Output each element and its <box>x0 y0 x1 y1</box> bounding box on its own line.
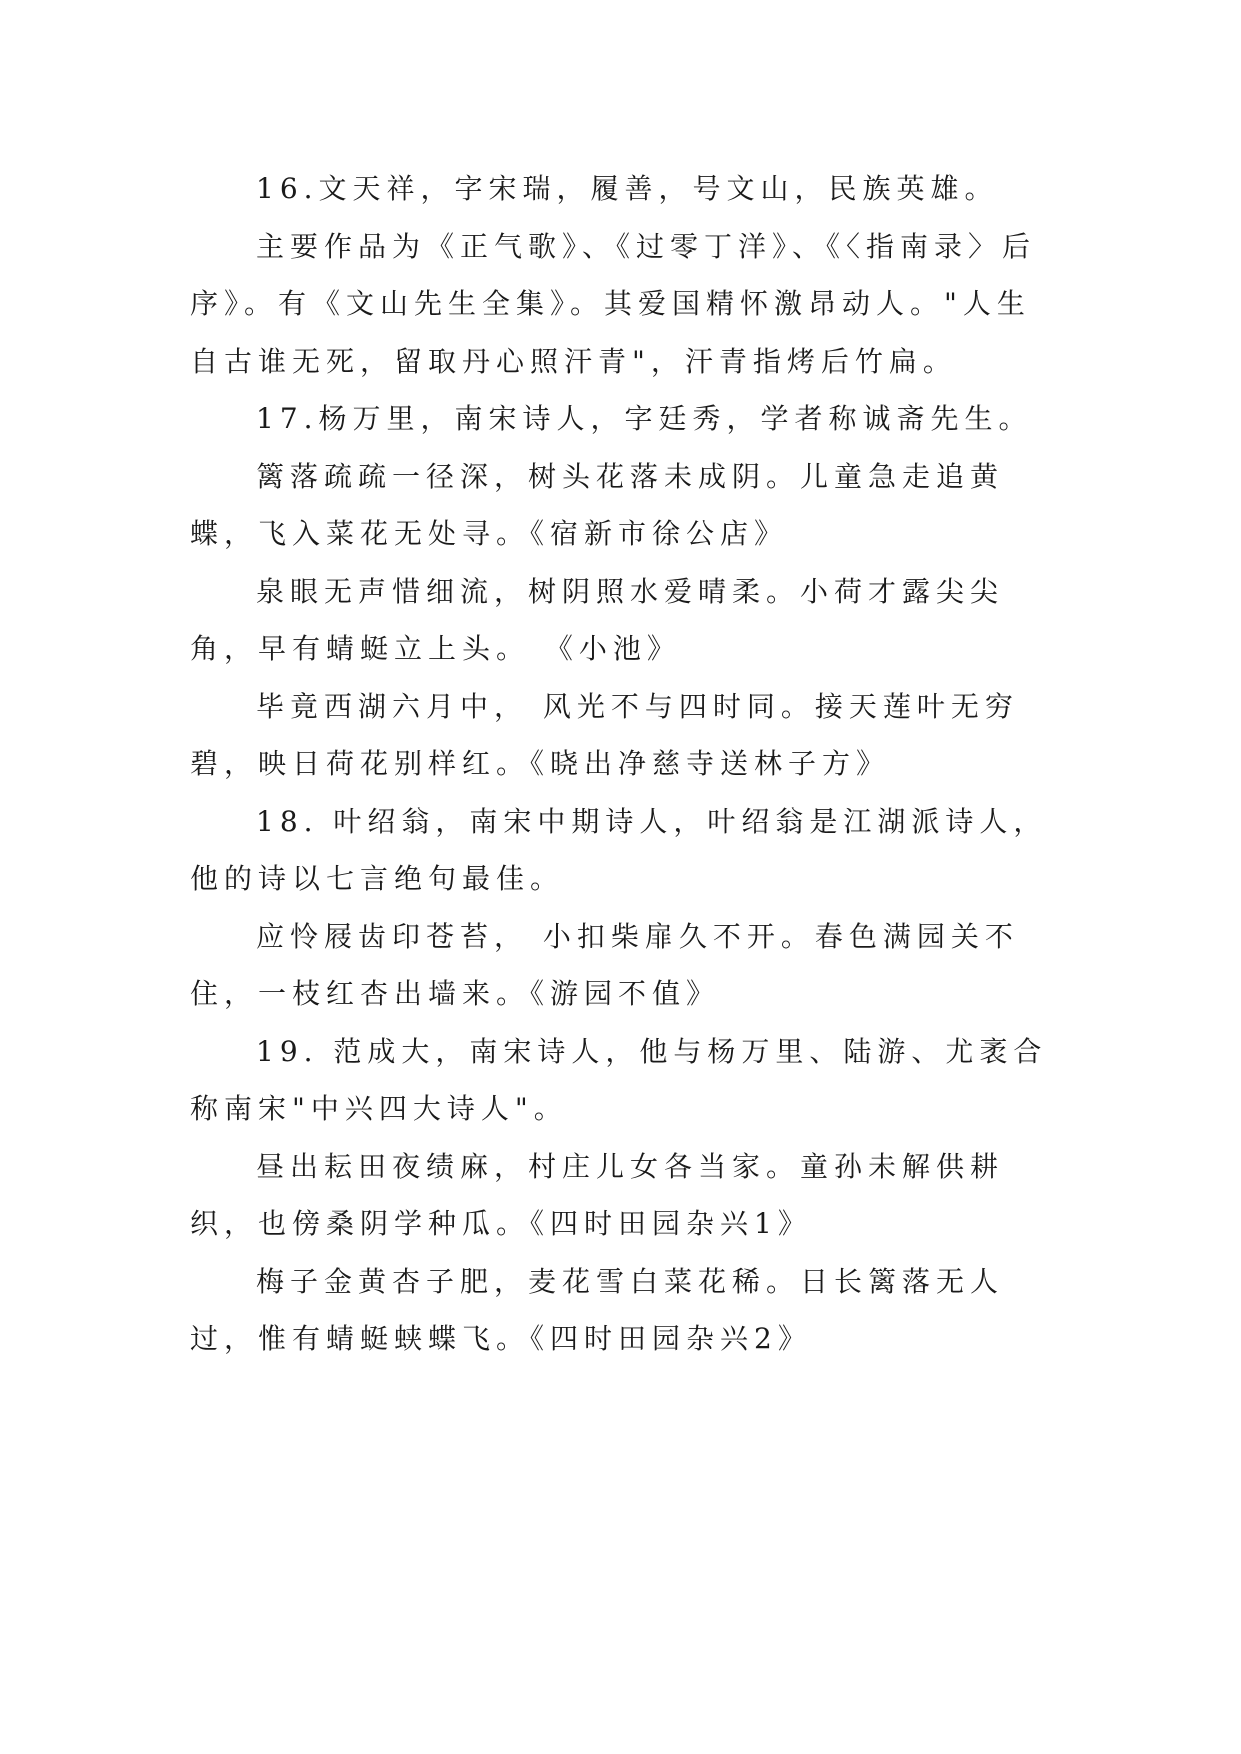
paragraph-ye-shaoweng-intro: 18. 叶绍翁，南宋中期诗人，叶绍翁是江湖派诗人，他的诗以七言绝句最佳。 <box>190 804 1048 895</box>
paragraph-poem-tianyuan-2: 梅子金黄杏子肥，麦花雪白菜花稀。日长篱落无人过，惟有蜻蜓蛱蝶飞。《四时田园杂兴2》 <box>190 1264 1005 1355</box>
paragraph-wen-tianxiang-intro: 16.文天祥，字宋瑞，履善，号文山，民族英雄。 <box>256 172 999 205</box>
paragraph-poem-xinshi: 篱落疏疏一径深，树头花落未成阴。儿童急走追黄蝶，飞入菜花无处寻。《宿新市徐公店》 <box>190 459 1005 550</box>
paragraph-poem-youyuan: 应怜屐齿印苍苔， 小扣柴扉久不开。春色满园关不住，一枝红杏出墙来。《游园不值》 <box>190 919 1019 1010</box>
document-body <box>190 160 1052 1368</box>
paragraph-poem-xiaochi: 泉眼无声惜细流，树阴照水爱晴柔。小荷才露尖尖角，早有蜻蜓立上头。 《小池》 <box>190 574 1005 665</box>
paragraph-poem-tianyuan-1: 昼出耘田夜绩麻，村庄儿女各当家。童孙未解供耕织，也傍桑阴学种瓜。《四时田园杂兴1》 <box>190 1149 1005 1240</box>
paragraph-poem-jingci: 毕竟西湖六月中， 风光不与四时同。接天莲叶无穷碧，映日荷花别样红。《晓出净慈寺送林子方》 <box>190 689 1019 780</box>
paragraph-yang-wanli-intro: 17.杨万里，南宋诗人，字廷秀，学者称诚斋先生。 <box>256 402 1033 435</box>
paragraph-wen-tianxiang-works: 主要作品为《正气歌》、《过零丁洋》、《〈指南录〉后序》。有《文山先生全集》。其爱国精怀激昂动人。"人生自古谁无死，留取丹心照汗青"，汗青指烤后竹扁。 <box>190 229 1037 378</box>
paragraph-fan-chengda-intro: 19. 范成大，南宋诗人，他与杨万里、陆游、尤袤合称南宋"中兴四大诗人"。 <box>190 1034 1048 1125</box>
